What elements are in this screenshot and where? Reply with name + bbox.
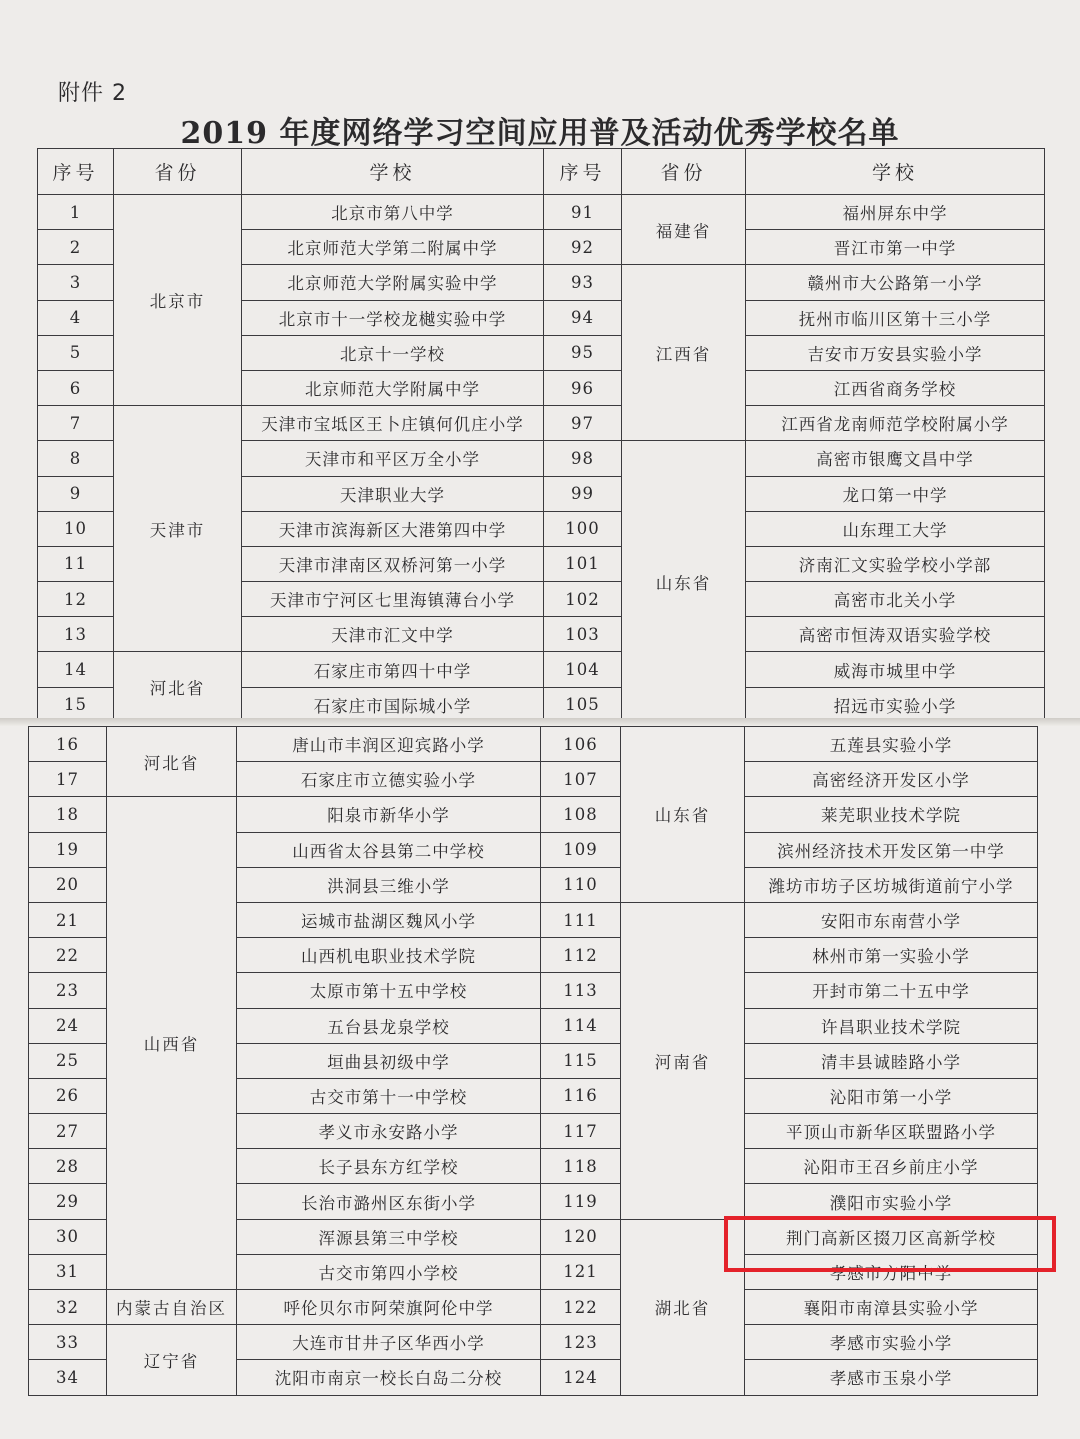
school-cell: 天津市宁河区七里海镇薄台小学 <box>242 582 544 617</box>
school-cell: 开封市第二十五中学 <box>745 973 1038 1008</box>
row-no: 97 <box>544 406 622 441</box>
province-cell: 河北省 <box>107 727 237 797</box>
school-cell: 天津市和平区万全小学 <box>242 441 544 476</box>
province-cell: 山东省 <box>622 441 746 722</box>
document-title: 2019 年度网络学习空间应用普及活动优秀学校名单 <box>180 116 900 151</box>
row-no: 113 <box>541 973 621 1008</box>
row-no: 19 <box>29 832 107 867</box>
row-no: 111 <box>541 902 621 937</box>
school-cell: 江西省龙南师范学校附属小学 <box>746 406 1045 441</box>
school-cell: 长治市潞州区东街小学 <box>237 1184 541 1219</box>
province-cell: 江西省 <box>622 265 746 441</box>
school-cell: 高密经济开发区小学 <box>745 762 1038 797</box>
row-no: 96 <box>544 370 622 405</box>
school-cell: 吉安市万安县实验小学 <box>746 335 1045 370</box>
row-no: 95 <box>544 335 622 370</box>
row-no: 124 <box>541 1360 621 1395</box>
province-cell: 天津市 <box>114 406 242 652</box>
school-cell: 北京市十一学校龙樾实验中学 <box>242 300 544 335</box>
school-cell: 运城市盐湖区魏风小学 <box>237 902 541 937</box>
school-cell: 山东理工大学 <box>746 511 1045 546</box>
row-no: 34 <box>29 1360 107 1395</box>
province-cell: 北京市 <box>114 195 242 406</box>
school-cell: 五莲县实验小学 <box>745 727 1038 762</box>
school-cell: 北京市第八中学 <box>242 195 544 230</box>
row-no: 93 <box>544 265 622 300</box>
school-cell: 抚州市临川区第十三小学 <box>746 300 1045 335</box>
row-no: 99 <box>544 476 622 511</box>
table-row <box>29 797 1038 832</box>
row-no: 17 <box>29 762 107 797</box>
row-no: 10 <box>38 511 114 546</box>
school-cell: 石家庄市第四十中学 <box>242 652 544 687</box>
school-cell: 天津职业大学 <box>242 476 544 511</box>
school-cell: 莱芜职业技术学院 <box>745 797 1038 832</box>
school-cell: 沁阳市第一小学 <box>745 1078 1038 1113</box>
row-no: 9 <box>38 476 114 511</box>
row-no: 123 <box>541 1325 621 1360</box>
row-no: 120 <box>541 1219 621 1254</box>
row-no: 115 <box>541 1043 621 1078</box>
school-cell: 呼伦贝尔市阿荣旗阿伦中学 <box>237 1290 541 1325</box>
row-no: 118 <box>541 1149 621 1184</box>
school-cell: 孝感市玉泉小学 <box>745 1360 1038 1395</box>
school-cell: 天津市津南区双桥河第一小学 <box>242 546 544 581</box>
school-cell: 龙口第一中学 <box>746 476 1045 511</box>
header-school-left: 学校 <box>242 149 544 195</box>
school-cell: 石家庄市立德实验小学 <box>237 762 541 797</box>
school-cell: 北京十一学校 <box>242 335 544 370</box>
row-no: 94 <box>544 300 622 335</box>
row-no: 103 <box>544 617 622 652</box>
table-row <box>38 406 1045 441</box>
school-cell: 安阳市东南营小学 <box>745 902 1038 937</box>
province-cell: 河南省 <box>621 902 745 1219</box>
school-cell: 孝义市永安路小学 <box>237 1114 541 1149</box>
row-no: 117 <box>541 1114 621 1149</box>
row-no: 91 <box>544 195 622 230</box>
school-cell: 北京师范大学附属实验中学 <box>242 265 544 300</box>
school-table-bottom <box>28 726 1038 1396</box>
row-no: 110 <box>541 867 621 902</box>
school-cell: 晋江市第一中学 <box>746 230 1045 265</box>
row-no: 26 <box>29 1078 107 1113</box>
row-no: 24 <box>29 1008 107 1043</box>
table-row <box>29 1325 1038 1360</box>
row-no: 102 <box>544 582 622 617</box>
row-no: 15 <box>38 687 114 722</box>
row-no: 114 <box>541 1008 621 1043</box>
row-no: 112 <box>541 938 621 973</box>
header-no-left: 序号 <box>38 149 114 195</box>
province-cell: 福建省 <box>622 195 746 265</box>
school-cell: 濮阳市实验小学 <box>745 1184 1038 1219</box>
table-row <box>29 727 1038 762</box>
school-cell: 古交市第四小学校 <box>237 1254 541 1289</box>
row-no: 25 <box>29 1043 107 1078</box>
school-cell: 浑源县第三中学校 <box>237 1219 541 1254</box>
school-cell: 滨州经济技术开发区第一中学 <box>745 832 1038 867</box>
school-cell-highlighted: 荆门高新区掇刀区高新学校 <box>745 1219 1038 1254</box>
row-no: 3 <box>38 265 114 300</box>
school-cell: 高密市北关小学 <box>746 582 1045 617</box>
row-no: 2 <box>38 230 114 265</box>
row-no: 109 <box>541 832 621 867</box>
row-no: 98 <box>544 441 622 476</box>
attachment-label: 附件 2 <box>58 81 127 106</box>
row-no: 18 <box>29 797 107 832</box>
header-school-right: 学校 <box>746 149 1045 195</box>
school-cell: 沈阳市南京一校长白岛二分校 <box>237 1360 541 1395</box>
row-no: 4 <box>38 300 114 335</box>
row-no: 107 <box>541 762 621 797</box>
school-cell: 山西省太谷县第二中学校 <box>237 832 541 867</box>
row-no: 27 <box>29 1114 107 1149</box>
row-no: 7 <box>38 406 114 441</box>
row-no: 104 <box>544 652 622 687</box>
row-no: 100 <box>544 511 622 546</box>
school-cell: 江西省商务学校 <box>746 370 1045 405</box>
table-row <box>38 652 1045 687</box>
row-no: 30 <box>29 1219 107 1254</box>
school-cell: 唐山市丰润区迎宾路小学 <box>237 727 541 762</box>
table-row <box>29 1290 1038 1325</box>
row-no: 14 <box>38 652 114 687</box>
school-table-top <box>37 148 1045 722</box>
row-no: 29 <box>29 1184 107 1219</box>
row-no: 13 <box>38 617 114 652</box>
school-cell: 洪洞县三维小学 <box>237 867 541 902</box>
province-cell: 山西省 <box>107 797 237 1290</box>
school-cell: 沁阳市王召乡前庄小学 <box>745 1149 1038 1184</box>
row-no: 31 <box>29 1254 107 1289</box>
row-no: 108 <box>541 797 621 832</box>
school-cell: 天津市滨海新区大港第四中学 <box>242 511 544 546</box>
header-province-right: 省份 <box>622 149 746 195</box>
row-no: 32 <box>29 1290 107 1325</box>
school-cell: 高密市银鹰文昌中学 <box>746 441 1045 476</box>
red-highlight-box <box>724 1216 1056 1272</box>
school-cell: 天津市宝坻区王卜庄镇何仉庄小学 <box>242 406 544 441</box>
header-no-right: 序号 <box>544 149 622 195</box>
row-no: 33 <box>29 1325 107 1360</box>
row-no: 12 <box>38 582 114 617</box>
row-no: 6 <box>38 370 114 405</box>
row-no: 8 <box>38 441 114 476</box>
school-cell: 山西机电职业技术学院 <box>237 938 541 973</box>
row-no: 5 <box>38 335 114 370</box>
school-cell: 福州屏东中学 <box>746 195 1045 230</box>
school-cell: 阳泉市新华小学 <box>237 797 541 832</box>
header-province-left: 省份 <box>114 149 242 195</box>
row-no: 11 <box>38 546 114 581</box>
table-header-row <box>38 149 1045 195</box>
school-cell: 招远市实验小学 <box>746 687 1045 722</box>
school-cell: 林州市第一实验小学 <box>745 938 1038 973</box>
row-no: 28 <box>29 1149 107 1184</box>
school-cell: 襄阳市南漳县实验小学 <box>745 1290 1038 1325</box>
school-cell: 济南汇文实验学校小学部 <box>746 546 1045 581</box>
school-cell: 北京师范大学附属中学 <box>242 370 544 405</box>
row-no: 119 <box>541 1184 621 1219</box>
school-cell: 赣州市大公路第一小学 <box>746 265 1045 300</box>
row-no: 116 <box>541 1078 621 1113</box>
province-cell: 河北省 <box>114 652 242 722</box>
row-no: 121 <box>541 1254 621 1289</box>
school-cell: 太原市第十五中学校 <box>237 973 541 1008</box>
school-cell: 石家庄市国际城小学 <box>242 687 544 722</box>
row-no: 23 <box>29 973 107 1008</box>
page-bottom-section <box>0 726 1080 1439</box>
school-cell: 古交市第十一中学校 <box>237 1078 541 1113</box>
row-no: 22 <box>29 938 107 973</box>
row-no: 101 <box>544 546 622 581</box>
school-cell: 北京师范大学第二附属中学 <box>242 230 544 265</box>
school-cell: 孝感市实验小学 <box>745 1325 1038 1360</box>
row-no: 122 <box>541 1290 621 1325</box>
table-row <box>38 195 1045 230</box>
school-cell: 许昌职业技术学院 <box>745 1008 1038 1043</box>
row-no: 105 <box>544 687 622 722</box>
row-no: 20 <box>29 867 107 902</box>
school-cell: 威海市城里中学 <box>746 652 1045 687</box>
province-cell: 辽宁省 <box>107 1325 237 1395</box>
row-no: 21 <box>29 902 107 937</box>
row-no: 1 <box>38 195 114 230</box>
school-cell: 孝感市方阳中学 <box>745 1254 1038 1289</box>
school-cell: 天津市汇文中学 <box>242 617 544 652</box>
school-cell: 高密市恒涛双语实验学校 <box>746 617 1045 652</box>
school-cell: 潍坊市坊子区坊城街道前宁小学 <box>745 867 1038 902</box>
school-cell: 长子县东方红学校 <box>237 1149 541 1184</box>
row-no: 106 <box>541 727 621 762</box>
school-cell: 清丰县诚睦路小学 <box>745 1043 1038 1078</box>
row-no: 92 <box>544 230 622 265</box>
province-cell: 内蒙古自治区 <box>107 1290 237 1325</box>
school-cell: 大连市甘井子区华西小学 <box>237 1325 541 1360</box>
school-cell: 五台县龙泉学校 <box>237 1008 541 1043</box>
school-cell: 平顶山市新华区联盟路小学 <box>745 1114 1038 1149</box>
row-no: 16 <box>29 727 107 762</box>
province-cell: 山东省 <box>621 727 745 903</box>
province-cell: 湖北省 <box>621 1219 745 1395</box>
school-cell: 垣曲县初级中学 <box>237 1043 541 1078</box>
